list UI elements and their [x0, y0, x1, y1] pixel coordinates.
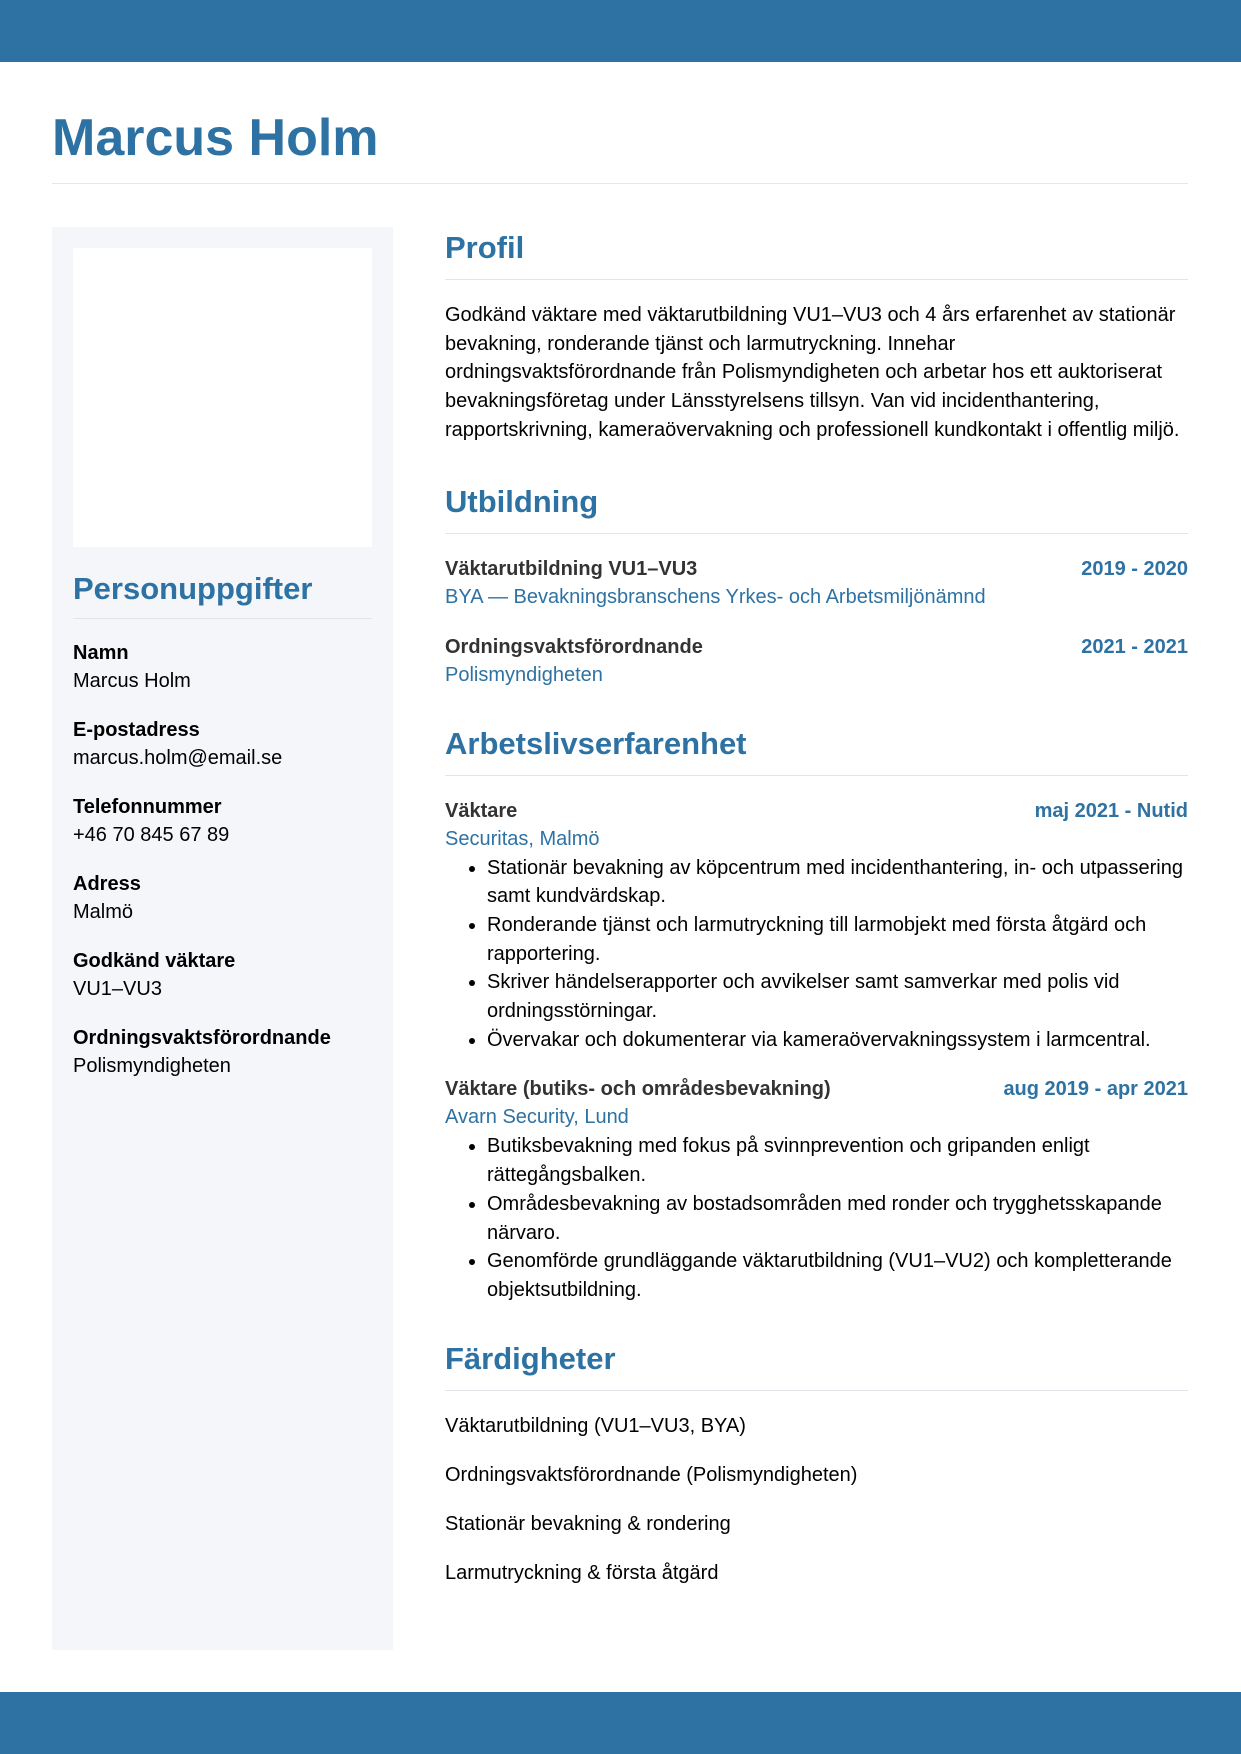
- top-banner: [0, 0, 1241, 62]
- section-title: Profil: [445, 230, 525, 265]
- sidebar: [52, 227, 393, 1650]
- info-label: Adress: [73, 873, 141, 895]
- section-divider: [445, 533, 1188, 534]
- entry-title: Väktarutbildning VU1–VU3: [445, 557, 698, 580]
- entry-title: Väktare (butiks- och områdesbevakning): [445, 1078, 831, 1101]
- info-label: Namn: [73, 642, 129, 664]
- skills-section: [445, 1338, 1188, 1587]
- education-section: [445, 481, 1188, 723]
- skill-item: Larmutryckning & första åtgärd: [445, 1561, 719, 1584]
- entry-dates: aug 2019 - apr 2021: [1003, 1078, 1188, 1101]
- entry-dates: maj 2021 - Nutid: [1034, 799, 1188, 822]
- experience-entry: [445, 797, 1188, 1055]
- bottom-banner: [0, 1692, 1241, 1754]
- info-value: marcus.holm@email.se: [73, 747, 283, 769]
- info-value: Polismyndigheten: [73, 1055, 231, 1077]
- bullet-item: • Skriver händelserapporter och avvikelser samt samverkar med polis vid ordningsstörningar.: [487, 968, 1188, 1025]
- profile-photo: [73, 248, 372, 547]
- personal-info-guard-license: [73, 947, 372, 1003]
- personal-info-name: [73, 639, 372, 695]
- entry-organization: Avarn Security, Lund: [445, 1106, 629, 1129]
- education-entry: [445, 633, 1188, 690]
- education-entry: [445, 555, 1188, 612]
- personal-info-email: [73, 716, 372, 772]
- entry-organization: BYA — Bevakningsbranschens Yrkes- och Arbetsmiljönämnd: [445, 585, 986, 608]
- info-value: Marcus Holm: [73, 670, 191, 692]
- bullet-item: • Stationär bevakning av köpcentrum med incidenthantering, in- och utpassering samt kundvärdskap.: [487, 854, 1188, 911]
- entry-dates: 2019 - 2020: [1081, 557, 1188, 580]
- bullet-item: • Ronderande tjänst och larmutryckning till larmobjekt med första åtgärd och rapportering.: [487, 911, 1188, 968]
- bullet-item: • Genomförde grundläggande väktarutbildning (VU1–VU2) och kompletterande objektsutbildning.: [487, 1247, 1188, 1304]
- skill-item: Ordningsvaktsförordnande (Polismyndigheten): [445, 1463, 858, 1486]
- profile-section: [445, 227, 1188, 445]
- section-title: Färdigheter: [445, 1340, 616, 1376]
- info-label: E-postadress: [73, 719, 200, 741]
- personal-info-phone: [73, 793, 372, 849]
- info-value: Malmö: [73, 901, 134, 923]
- entry-organization: Polismyndigheten: [445, 663, 603, 686]
- experience-section: [445, 723, 1188, 1338]
- main-content: [445, 227, 1188, 1608]
- bullet-item: • Butiksbevakning med fokus på svinnprevention och gripanden enligt rättegångsbalken.: [487, 1132, 1188, 1189]
- candidate-name: Marcus Holm: [52, 109, 379, 167]
- personal-info-divider: [73, 618, 372, 619]
- section-title: Utbildning: [445, 483, 599, 519]
- info-label: Ordningsvaktsförordnande: [73, 1027, 331, 1049]
- bullet-item: • Områdesbevakning av bostadsområden med ronder och trygghetsskapande närvaro.: [487, 1190, 1188, 1247]
- section-divider: [445, 775, 1188, 776]
- section-divider: [445, 1390, 1188, 1391]
- entry-dates: 2021 - 2021: [1081, 635, 1188, 658]
- name-divider: [52, 183, 1188, 184]
- personal-info-list: [73, 639, 372, 1101]
- entry-organization: Securitas, Malmö: [445, 827, 600, 850]
- entry-title: Väktare: [445, 799, 518, 822]
- info-value: VU1–VU3: [73, 978, 162, 1000]
- profile-text: Godkänd väktare med väktarutbildning VU1–VU3 och 4 års erfarenhet av stationär bevakning, ronderande tjänst och larmutryckning. Innehar ordningsvaktsförordnande från Polismyndigheten och arbetar hos ett auktoriserat bevakningsföretag under Länsstyrelsens tillsyn. Van vid incidenthantering, rapportskrivning, kameraövervakning och professionell kundkontakt i offentlig miljö.: [445, 304, 1180, 441]
- bullet-item: • Övervakar och dokumenterar via kameraövervakningssystem i larmcentral.: [487, 1026, 1188, 1055]
- bullet-list: [445, 1132, 1188, 1304]
- info-label: Godkänd väktare: [73, 950, 236, 972]
- info-value: +46 70 845 67 89: [73, 824, 230, 846]
- personal-info-order-guard: [73, 1024, 372, 1080]
- experience-entry: [445, 1075, 1188, 1304]
- personal-info-address: [73, 870, 372, 926]
- bullet-list: [445, 854, 1188, 1055]
- section-divider: [445, 279, 1188, 280]
- personal-info-title: Personuppgifter: [73, 571, 313, 606]
- info-label: Telefonnummer: [73, 796, 222, 818]
- skill-item: Stationär bevakning & rondering: [445, 1512, 731, 1535]
- entry-title: Ordningsvaktsförordnande: [445, 635, 703, 658]
- skill-item: Väktarutbildning (VU1–VU3, BYA): [445, 1414, 746, 1437]
- section-title: Arbetslivserfarenhet: [445, 725, 747, 761]
